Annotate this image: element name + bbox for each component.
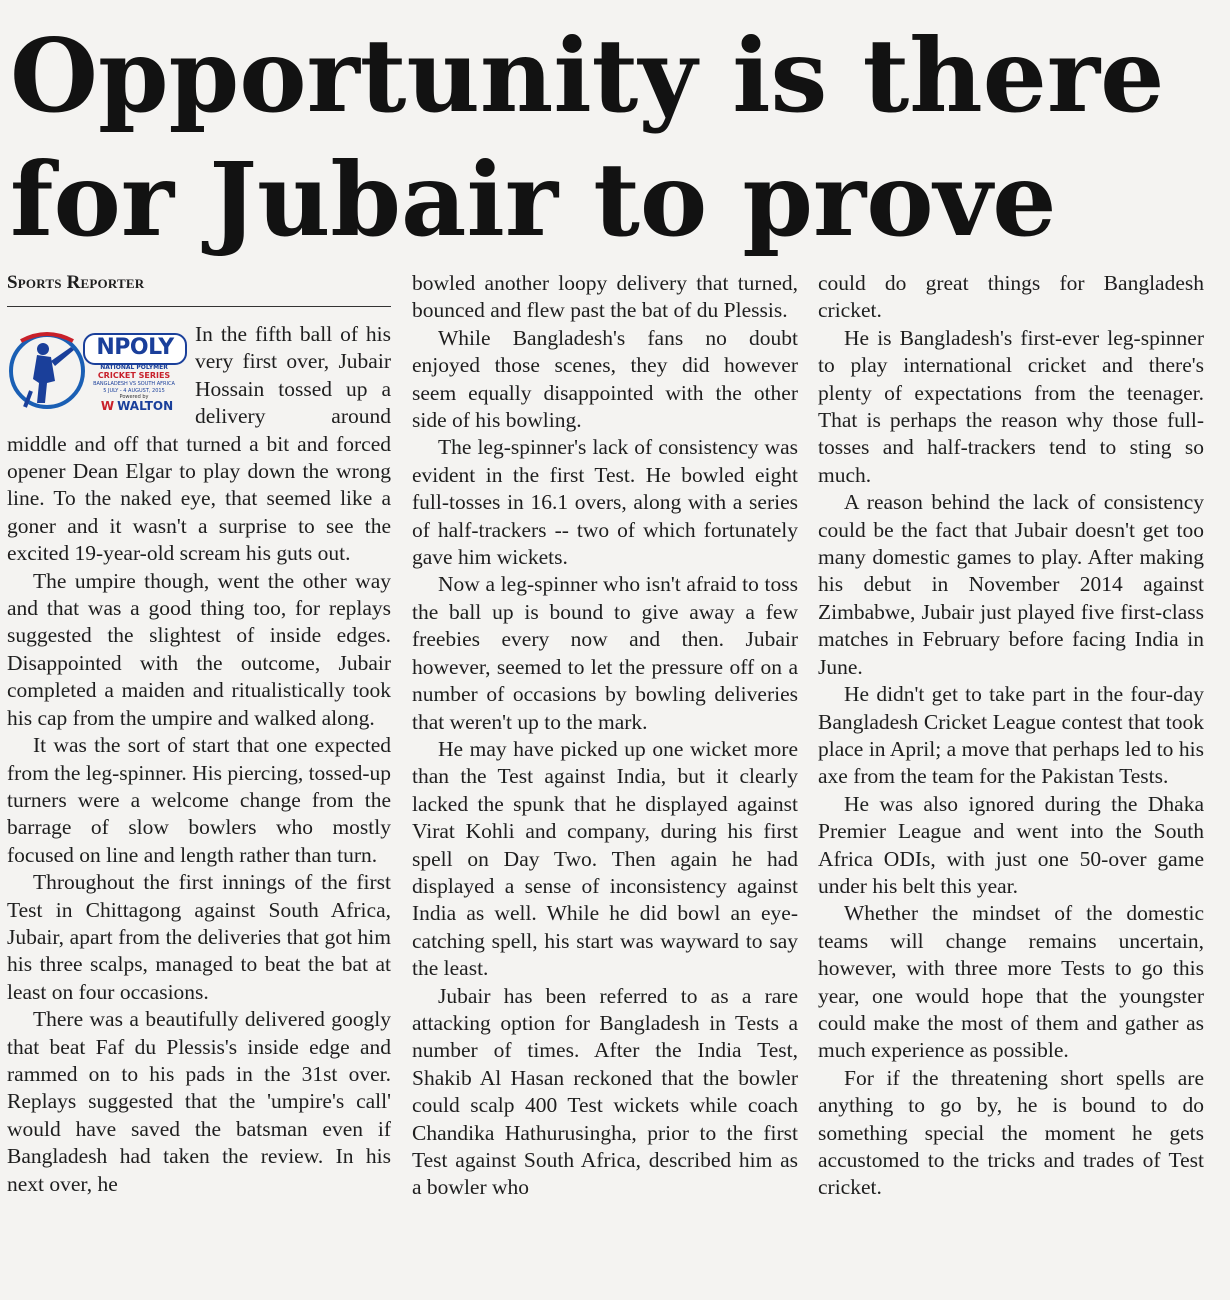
paragraph: In the fifth ball of his very first over, Jubair Hossain tossed up a delivery around middle and off that turned a bit and forced opener Dean Elgar to play down the wrong line. To the naked eye, that seemed like a goner and it wasn't a surprise to see the excited 19-year-old scream his guts out. [7,322,391,566]
logo-powered: Powered by [119,394,149,400]
paragraph: He is Bangladesh's first-ever leg-spinner to play international cricket and there's plenty of expectations from the teenager. That is perhaps the reason why those full-tosses and half-trackers tend to sting so much. [818,325,1204,487]
paragraph: Jubair has been referred to as a rare attacking option for Bangladesh in Tests a number of times. After the India Test, Shakib Al Hasan reckoned that the bowler could scalp 400 Test wickets while coach Chandika Hathurusingha, prior to the first Test against South Africa, described him as a bowler who [412,983,798,1200]
paragraph: Now a leg-spinner who isn't afraid to toss the ball up is bound to give away a few freebies every now and then. Jubair however, seemed to let the pressure off on a number of occasions by bowling deliveries that weren't up to the mark. [412,572,798,734]
paragraph: He may have picked up one wicket more than the Test against India, but it clearly lacked the spunk that he displayed against Virat Kohli and company, during his first spell on Day Two. Then again he had displayed a sense of inconsistency against India as well. While he did bowl an eye-catching spell, his start was wayward to say the least. [412,736,798,981]
logo-brand: NPOLY [83,333,187,365]
logo-line-3: BANGLADESH VS SOUTH AFRICA [93,381,175,387]
paragraph: Throughout the first innings of the first Test in Chittagong against South Africa, Jubair, apart from the deliveries that got him his three scalps, managed to beat the bat at least on four occasions. [7,870,391,1004]
sponsor-logo [7,321,185,413]
paragraph: A reason behind the lack of consistency could be the fact that Jubair doesn't get too many domestic games to play. After making his debut in November 2014 against Zimbabwe, Jubair just played five first-class matches in February before facing India in June. [818,490,1204,679]
logo-line-4: 5 JULY - 4 AUGUST, 2015 [103,388,165,394]
article-column-1 [7,270,391,1290]
paragraph: The umpire though, went the other way and that was a good thing too, for replays suggested the slightest of inside edges. Disappointed with the outcome, Jubair completed a maiden and ritualistically took his cap from the umpire and walked along. [7,568,391,730]
paragraph: bowled another loopy delivery that turned, bounced and flew past the bat of du Plessis. [412,271,798,323]
headline-line-1: Opportunity is there [10,16,1165,135]
paragraph: It was the sort of start that one expected from the leg-spinner. His piercing, tossed-up turners were a welcome change from the barrage of slow bowlers who mostly focused on line and length rather than turn. [7,733,391,867]
byline: Sports Reporter [7,270,391,307]
logo-line-1: NATIONAL POLYMER [100,364,168,371]
paragraph: He didn't get to take part in the four-day Bangladesh Cricket League contest that took place in April; a move that perhaps led to his axe from the team for the Pakistan Tests. [818,682,1204,789]
headline [10,14,1220,262]
logo-sponsor-name: WALTON [117,399,174,413]
paragraph: While Bangladesh's fans no doubt enjoyed those scenes, they did however seem equally disappointed with the other side of his bowling. [412,325,798,433]
article-column-2 [412,270,798,1290]
paragraph: could do great things for Bangladesh cricket. [818,271,1204,323]
article-column-3 [818,270,1204,1290]
logo-line-2: CRICKET SERIES [97,371,171,380]
paragraph: The leg-spinner's lack of consistency was evident in the first Test. He bowled eight full-tosses in 16.1 overs, along with a series of half-trackers -- two of which fortunately gave him wickets. [412,435,798,570]
walton-mark-icon: W [100,399,115,413]
paragraph: For if the threatening short spells are anything to go by, he is bound to do something special the moment he gets accustomed to the tricks and trades of Test cricket. [818,1065,1204,1200]
paragraph: Whether the mindset of the domestic teams will change remains uncertain, however, with three more Tests to go this year, one would hope that the youngster could make the most of them and gather as much experience as possible. [818,901,1204,1063]
logo-sponsor [91,400,183,413]
paragraph: He was also ignored during the Dhaka Premier League and went into the South Africa ODIs, with just one 50-over game under his belt this year. [818,791,1204,898]
paragraph: There was a beautifully delivered googly that beat Faf du Plessis's inside edge and rammed on to his pads in the 31st over. Replays suggested that the 'umpire's call' would have saved the batsman even if Bangladesh had taken the review. In his next over, he [7,1007,391,1196]
headline-line-2: for Jubair to prove [10,140,1057,259]
